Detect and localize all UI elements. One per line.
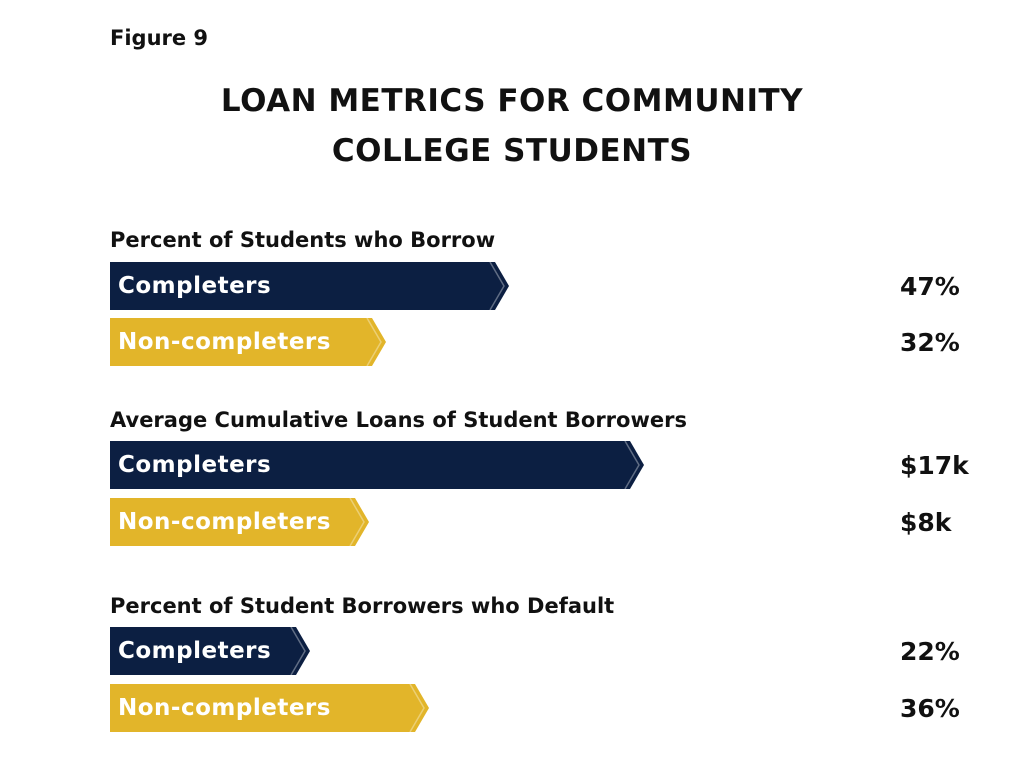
bar-label: Non-completers: [118, 509, 331, 535]
bar-label: Non-completers: [118, 695, 331, 721]
bar-label: Non-completers: [118, 329, 331, 355]
bar-3-non-completers: [110, 684, 429, 732]
chart-title: [112, 76, 912, 176]
chart-title-line-1: LOAN METRICS FOR COMMUNITY: [220, 83, 804, 119]
bar-2-completers: [110, 441, 644, 489]
bar-3-completers: [110, 627, 310, 675]
bar-value-label: 47%: [900, 272, 960, 301]
bar-value-label: 32%: [900, 328, 960, 357]
bar-label: Completers: [118, 452, 272, 478]
section-title-3: Percent of Student Borrowers who Default: [110, 594, 615, 618]
bar-label: Completers: [118, 638, 272, 664]
figure-label: Figure 9: [110, 26, 209, 50]
bar-value-label: $8k: [900, 508, 952, 537]
bar-value-label: 36%: [900, 694, 960, 723]
bar-2-non-completers: [110, 498, 369, 546]
chart-title-line-2: COLLEGE STUDENTS: [331, 133, 693, 169]
bar-1-completers: [110, 262, 509, 310]
bar-value-label: $17k: [900, 451, 969, 480]
bar-value-label: 22%: [900, 637, 960, 666]
section-title-2: Average Cumulative Loans of Student Borrowers: [110, 408, 687, 432]
bar-1-non-completers: [110, 318, 386, 366]
bar-label: Completers: [118, 273, 272, 299]
section-title-1: Percent of Students who Borrow: [110, 228, 496, 252]
